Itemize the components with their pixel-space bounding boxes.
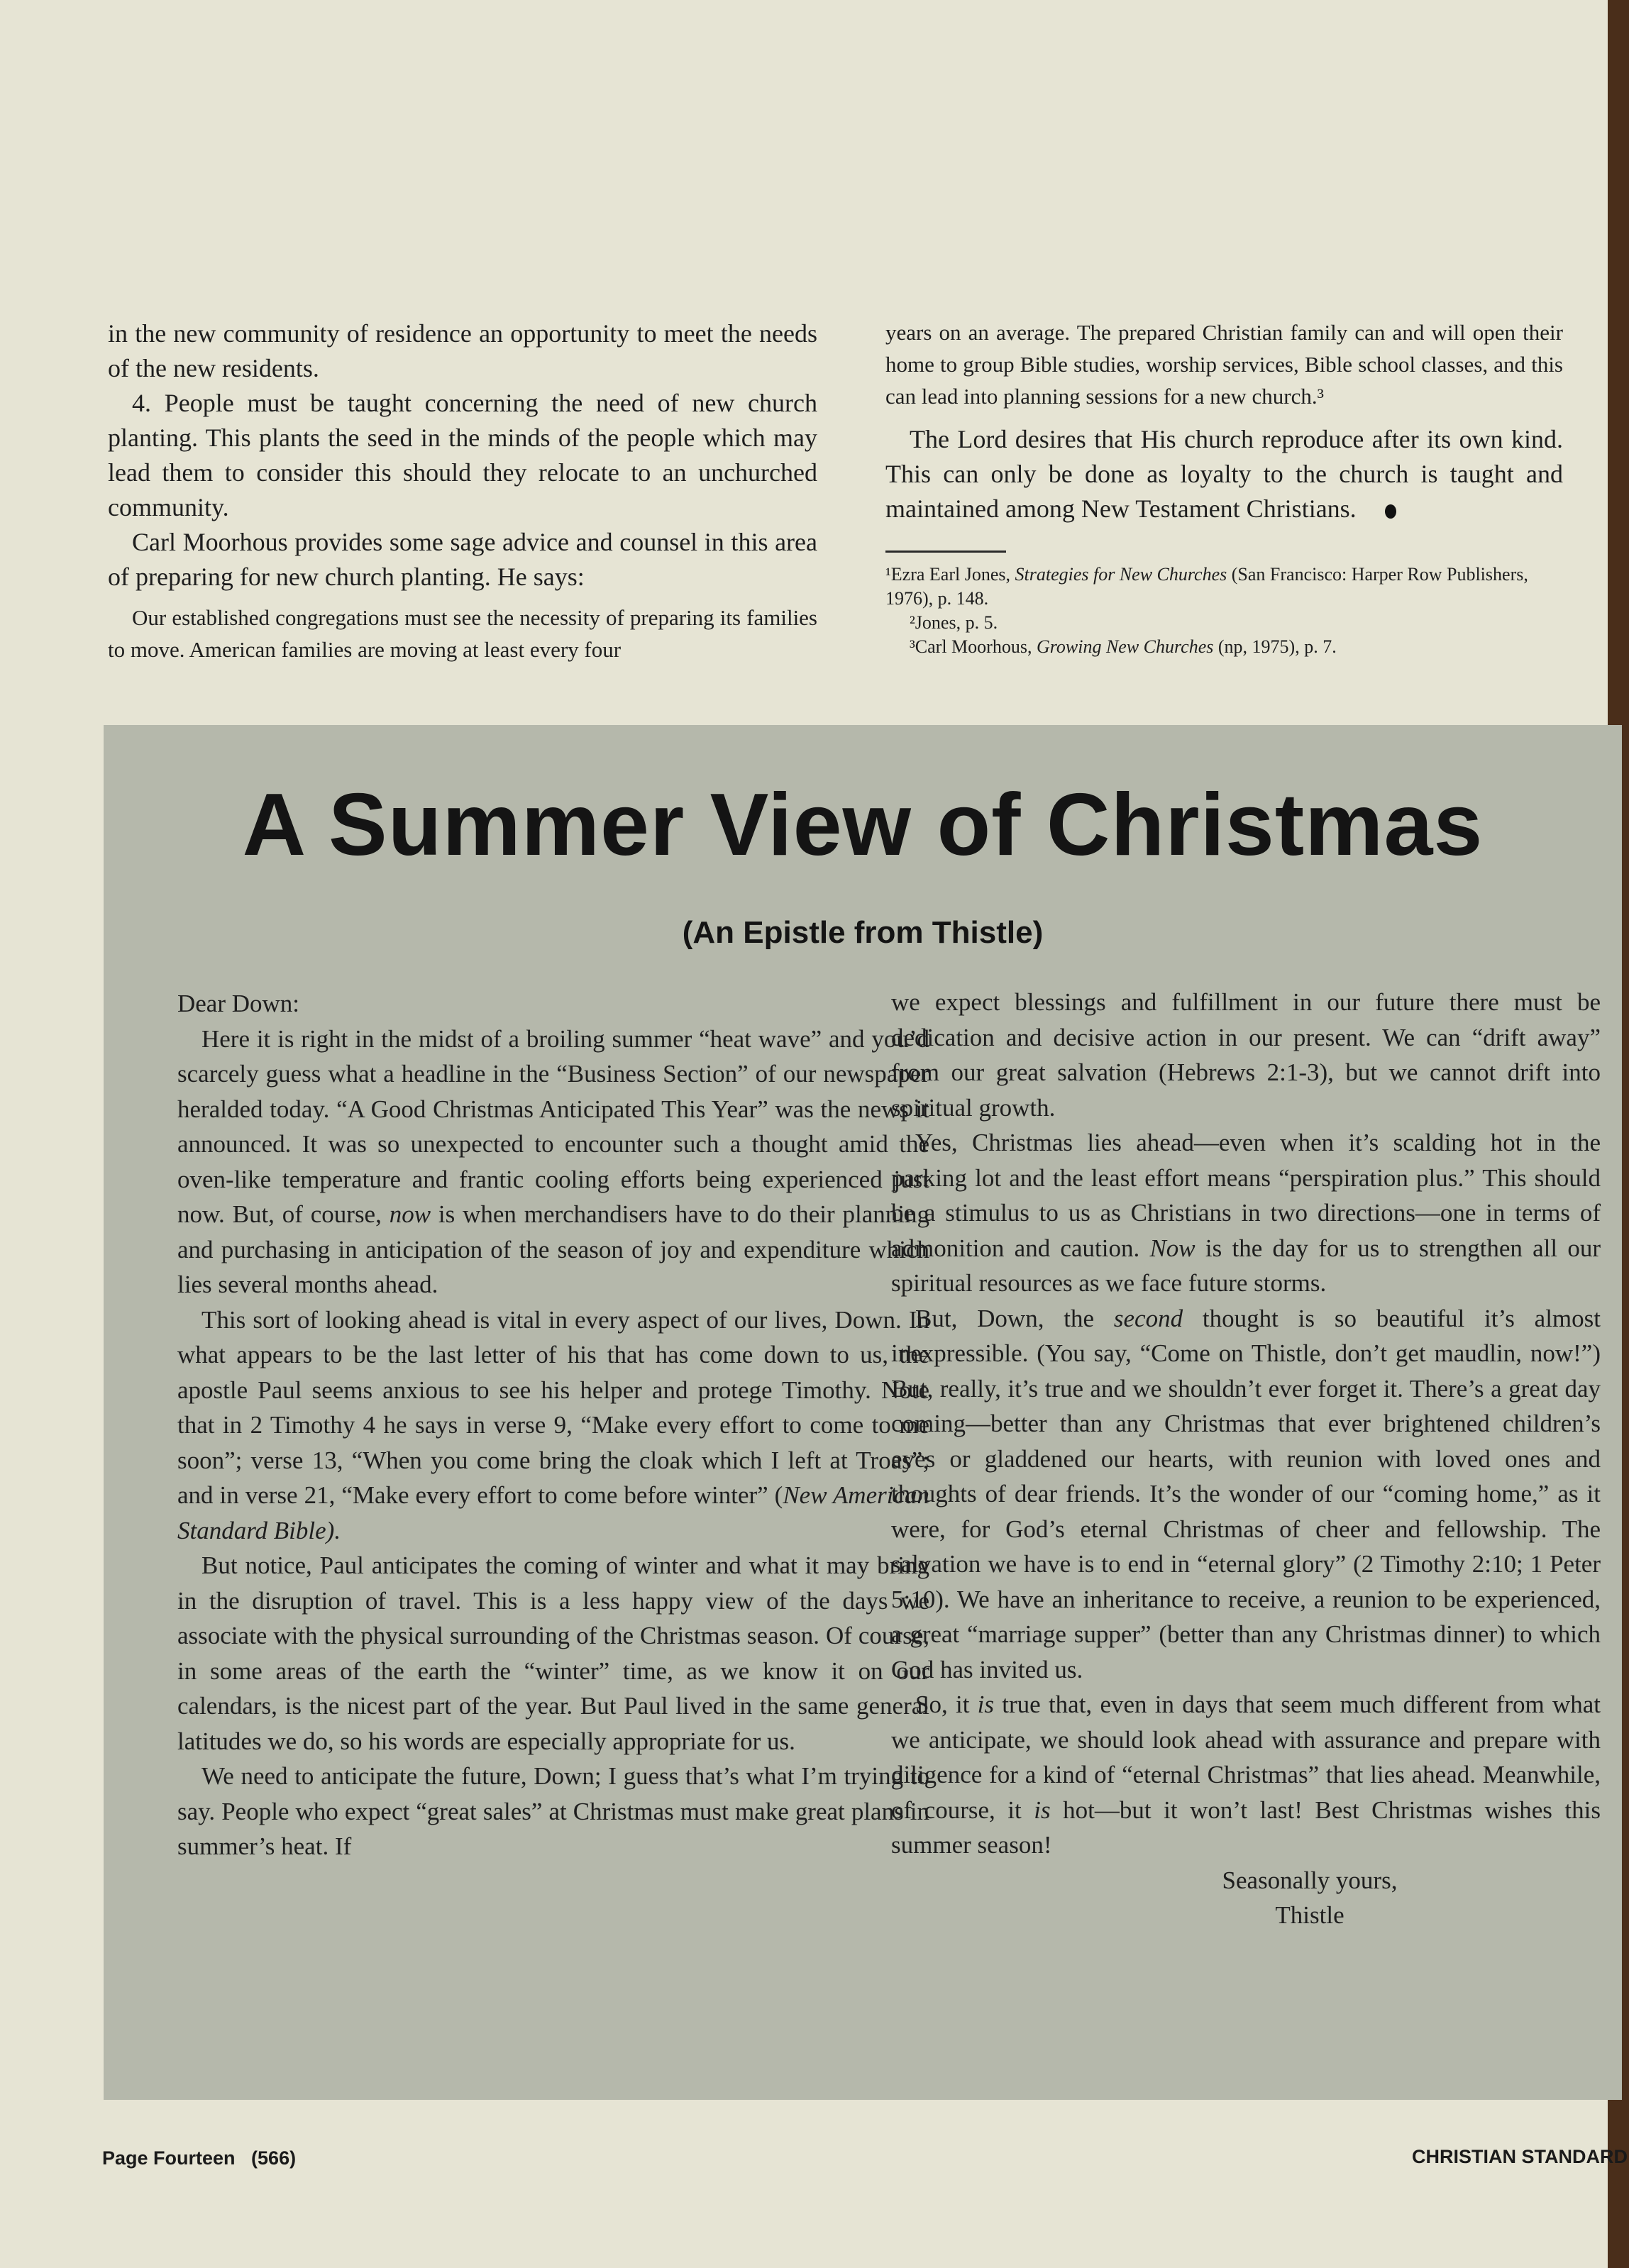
citation: New American Standard Bible).	[177, 1481, 929, 1544]
paragraph	[891, 1301, 1601, 1688]
footnote-text: ³Carl Moorhous,	[910, 636, 1037, 657]
feature-box	[104, 725, 1622, 2100]
paragraph-text: But, Down, the	[915, 1304, 1114, 1332]
footnote	[885, 563, 1563, 611]
feature-left-column	[177, 986, 929, 1864]
upper-article-left-column	[108, 316, 817, 665]
paragraph: we expect blessings and fulfillment in our future there must be dedication and decisive action in our present. We can “drift away” from our great salvation (Hebrews 2:1-3), but we cannot drift into spiritual growth.	[891, 988, 1601, 1122]
paragraph	[177, 1302, 929, 1549]
closing: Seasonally yours,	[1222, 1866, 1398, 1894]
paragraph-text: thought is so beautiful it’s almost inexpressible. (You say, “Come on Thistle, don’t get maudlin, now!”) But, really, it’s true and we shouldn’t ever forget it. There’s a great day coming—better than any Christmas that ever brightened children’s eyes or gladdened our hearts, with reunion with loved ones and thoughts of dear friends. It’s the wonder of our “coming home,” as it were, for God’s eternal Christmas of cheer and fellowship. The salvation we have is to end in “eternal glory” (2 Timothy 2:10; 1 Peter 5:10). We have an inheritance to receive, a reunion to be experienced, a great “marriage supper” (better than any Christmas dinner) to which God has invited us.	[891, 1304, 1601, 1683]
paragraph-text: Here it is right in the midst of a broiling summer “heat wave” and you’d scarcely guess what a headline in the “Business Section” of our newspaper heralded today. “A Good Christmas Anticipated This Year” was the news it announced. It was so unexpected to encounter such a thought amid the oven-like temperature and frantic cooling efforts being experienced just now. But, of course,	[177, 1024, 929, 1228]
paragraph: 4. People must be taught concerning the need of new church planting. This plants the seed in the minds of the people which may lead them to consider this should they relocate to an unchurched community.	[108, 389, 817, 521]
footnote	[885, 635, 1563, 659]
footnote-rule	[885, 551, 1006, 553]
publication-name: CHRISTIAN STANDARD	[1412, 2146, 1628, 2167]
paragraph	[891, 1687, 1601, 1863]
feature-right-column	[891, 985, 1601, 1933]
emphasis: now	[389, 1200, 431, 1228]
paragraph: Carl Moorhous provides some sage advice and counsel in this area of preparing for new church planting. He says:	[108, 528, 817, 591]
salutation: Dear Down:	[177, 990, 300, 1017]
footnote-text: ¹Ezra Earl Jones,	[885, 564, 1015, 585]
footnote-text: (San Francisco: Harper Row Publishers, 1976), p. 148.	[885, 564, 1528, 609]
paragraph	[885, 422, 1563, 526]
block-quote-continued: years on an average. The prepared Christian family can and will open their home to group Bible studies, worship services, Bible school classes, and this can lead into planning sessions for a new church.³	[885, 320, 1563, 409]
footnote-text: (np, 1975), p. 7.	[1213, 636, 1337, 657]
block-quote: Our established congregations must see the necessity of preparing its families to move. American families are moving at least every four	[108, 605, 817, 662]
end-mark-icon	[1385, 504, 1396, 519]
paragraph-text: So, it	[915, 1691, 978, 1718]
paragraph: But notice, Paul anticipates the coming of winter and what it may bring in the disruption of travel. This is a less happy view of the days we associate with the physical surrounding of the Christmas season. Of course, in some areas of the earth the “winter” time, as we know it on our calendars, is the nicest part of the year. But Paul lived in the same general latitudes we do, so his words are especially appropriate for us.	[177, 1551, 929, 1755]
emphasis: Now	[1149, 1234, 1195, 1262]
paragraph-text: The Lord desires that His church reproduce after its own kind. This can only be done as loyalty to the church is taught and maintained among New Testament Christians.	[885, 425, 1563, 523]
paragraph-text: Yes, Christmas lies ahead—even when it’s scalding hot in the parking lot and the least effort means “perspiration plus.” This should be a stimulus to us as Christians in two directions—one in terms of admonition and caution.	[891, 1129, 1601, 1262]
emphasis: second	[1113, 1304, 1183, 1332]
upper-article-right-column	[885, 316, 1563, 659]
footnote	[885, 611, 1563, 635]
paragraph: We need to anticipate the future, Down; I guess that’s what I’m trying to say. People who expect “great sales” at Christmas must make great plans in summer’s heat. If	[177, 1762, 929, 1860]
footnote-title: Growing New Churches	[1036, 636, 1214, 657]
emphasis: is	[1034, 1796, 1051, 1824]
paragraph: in the new community of residence an opportunity to meet the needs of the new residents.	[108, 319, 817, 382]
page-number: Page Fourteen (566)	[102, 2147, 297, 2169]
paragraph	[891, 1125, 1601, 1301]
signature: Thistle	[1275, 1901, 1344, 1929]
feature-subtitle: (An Epistle from Thistle)	[682, 915, 1044, 950]
paragraph-text: This sort of looking ahead is vital in every aspect of our lives, Down. In what appears to be the last letter of his that has come down to us, the apostle Paul seems anxious to see his helper and protege Timothy. Note that in 2 Timothy 4 he says in verse 9, “Make every effort to come to me soon”; verse 13, “When you come bring the cloak which I left at Troas”; and in verse 21, “Make every effort to come before winter” (	[177, 1305, 929, 1509]
paragraph-text: is when merchandisers have to do their planning and purchasing in anticipation of the season of joy and expenditure which lies several months ahead.	[177, 1200, 929, 1298]
footnote-text: ²Jones, p. 5.	[910, 612, 998, 633]
paragraph-text: is the day for us to strengthen all our spiritual resources as we face future storms.	[891, 1234, 1601, 1297]
feature-title: A Summer View of Christmas	[242, 776, 1484, 874]
paragraph-text: true that, even in days that seem much different from what we anticipate, we should look ahead with assurance and prepare with diligence for a kind of “eternal Christmas” that lies ahead. Meanwhile, of course, it	[891, 1691, 1601, 1824]
paragraph-text: hot—but it won’t last! Best Christmas wishes this summer season!	[891, 1796, 1601, 1859]
footnote-title: Strategies for New Churches	[1015, 564, 1227, 585]
emphasis: is	[977, 1691, 995, 1718]
paragraph	[177, 1022, 929, 1302]
